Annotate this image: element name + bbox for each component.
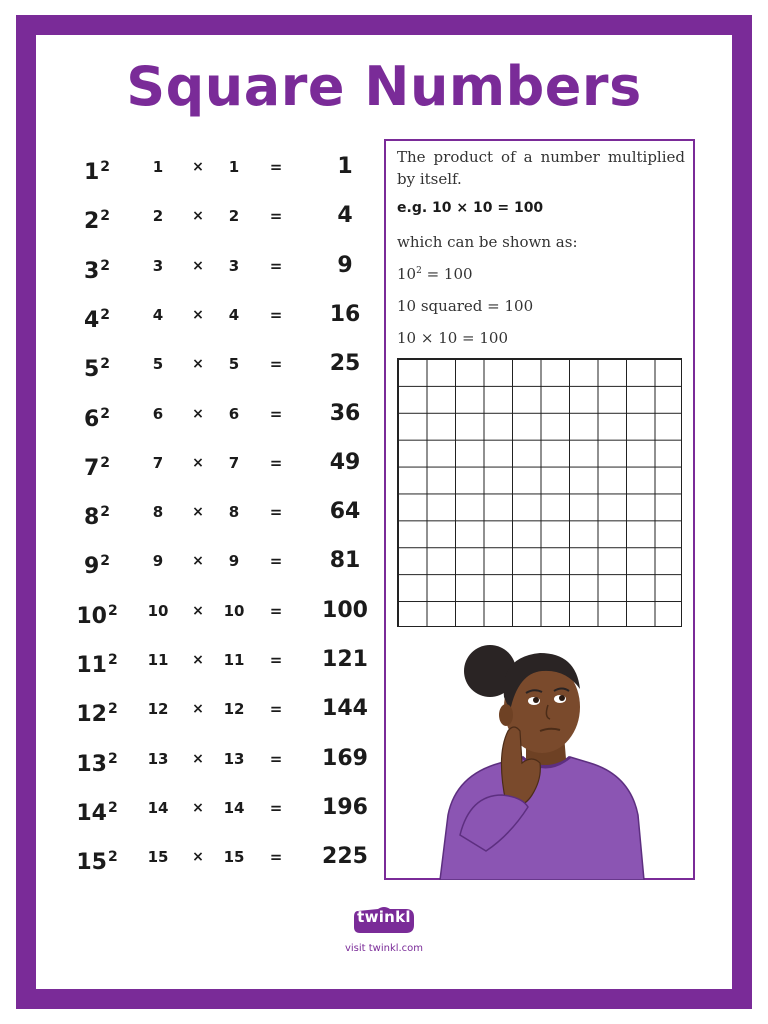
square-base: 11 [76,653,107,678]
times-symbol: × [192,701,204,718]
thinking-girl-illustration [430,635,660,880]
square-notation [60,640,134,686]
square-notation-base: 10 [397,265,417,283]
square-result: 144 [322,696,368,722]
square-exponent: 2 [107,750,118,767]
square-notation [60,788,134,834]
square-base: 10 [76,603,107,629]
times-symbol: × [192,159,204,175]
example-text: e.g. 10 × 10 = 100 [397,200,544,216]
square-row [60,394,380,434]
square-row [60,492,380,532]
equals-symbol: = [269,749,283,768]
square-result: 16 [329,301,361,327]
factor-b: 10 [223,601,245,620]
square-row [60,147,380,187]
square-result: 100 [322,597,368,623]
times-symbol: × [192,306,204,323]
square-row [60,788,380,828]
square-exponent: 2 [100,405,111,422]
factor-a: 4 [152,305,164,324]
square-base: 15 [76,850,107,876]
factor-b: 12 [223,700,245,719]
square-base: 8 [83,505,100,531]
square-notation-result: = 100 [421,265,473,283]
square-notation [60,344,134,390]
square-row [60,295,380,335]
square-base: 7 [83,455,100,481]
factor-a: 1 [152,158,164,176]
equals-symbol: = [269,848,283,867]
factor-a: 3 [152,256,164,275]
square-base: 13 [76,751,107,777]
factor-a: 10 [147,601,169,620]
square-notation [60,295,134,341]
factor-b: 1 [228,158,240,176]
factor-b: 3 [228,256,240,275]
factor-a: 11 [147,651,169,669]
square-notation-exponent: 2 [416,266,422,276]
square-result: 4 [337,203,353,229]
square-notation [60,443,134,489]
factor-a: 2 [152,207,164,226]
square-exponent: 2 [107,701,118,718]
equals-symbol: = [269,503,283,522]
square-exponent: 2 [100,356,111,373]
square-row [60,443,380,483]
factor-b: 8 [228,503,240,522]
square-result: 36 [329,400,361,426]
square-row [60,640,380,680]
square-notation [60,689,134,735]
factor-b: 13 [223,749,245,768]
equals-symbol: = [269,798,283,817]
square-base: 6 [83,406,100,432]
square-notation [60,394,134,440]
times-symbol: × [192,356,204,373]
visit-link[interactable]: visit twinkl.com [344,943,424,954]
square-exponent: 2 [100,306,111,323]
square-base: 3 [83,258,100,284]
square-exponent: 2 [107,602,118,619]
square-result: 81 [329,548,361,574]
square-base: 12 [76,702,107,728]
square-row [60,196,380,236]
factor-b: 4 [228,305,240,324]
factor-b: 9 [228,552,240,571]
factor-b: 6 [228,404,240,423]
square-exponent: 2 [100,257,111,274]
square-result: 196 [322,794,368,820]
equals-symbol: = [269,601,283,620]
square-base: 4 [83,307,100,333]
square-row [60,246,380,286]
factor-a: 6 [152,404,164,423]
square-notation [60,541,134,587]
factor-a: 12 [147,700,169,719]
square-exponent: 2 [107,799,118,816]
square-row [60,344,380,384]
multiplication-text: 10 × 10 = 100 [397,329,509,347]
square-result: 49 [329,449,361,475]
times-symbol: × [192,553,204,570]
factor-b: 2 [228,207,240,226]
page-title: Square Numbers [126,55,642,118]
twinkl-logo-text: twinkl [357,908,411,926]
square-result: 225 [322,844,368,870]
factor-b: 15 [223,848,245,867]
factor-a: 13 [147,749,169,768]
equals-symbol: = [269,700,283,719]
square-notation [60,246,134,292]
definition-text: The product of a number multiplied by itself. [397,148,685,188]
square-base: 5 [83,357,100,383]
factor-b: 7 [228,453,240,472]
equals-symbol: = [269,651,283,669]
square-notation [60,739,134,785]
factor-a: 14 [147,798,169,817]
square-row [60,689,380,729]
times-symbol: × [192,405,204,422]
times-symbol: × [192,454,204,471]
equals-symbol: = [269,207,283,226]
equals-symbol: = [269,305,283,324]
square-exponent: 2 [107,652,118,668]
square-result: 64 [329,499,361,525]
equals-symbol: = [269,552,283,571]
hundred-square-grid [397,358,682,627]
square-result: 169 [322,745,368,771]
square-notation [60,837,134,883]
square-exponent: 2 [100,553,111,570]
factor-a: 8 [152,503,164,522]
square-base: 1 [83,160,100,185]
square-row [60,739,380,779]
square-result: 1 [337,154,353,179]
square-notation [60,196,134,242]
squared-words-text: 10 squared = 100 [397,297,534,315]
square-notation [60,492,134,538]
equals-symbol: = [269,453,283,472]
square-result: 9 [337,252,353,278]
square-exponent: 2 [100,159,111,175]
square-exponent: 2 [100,504,111,521]
equals-symbol: = [269,256,283,275]
square-exponent: 2 [100,208,111,225]
factor-a: 7 [152,453,164,472]
factor-a: 9 [152,552,164,571]
square-exponent: 2 [107,849,118,866]
square-notation [60,147,134,193]
square-result: 121 [322,647,368,672]
times-symbol: × [192,750,204,767]
factor-a: 15 [147,848,169,867]
times-symbol: × [192,257,204,274]
square-row [60,591,380,631]
square-base: 9 [83,554,100,580]
square-notation [60,591,134,637]
factor-b: 14 [223,798,245,817]
times-symbol: × [192,504,204,521]
square-notation-text [397,265,685,283]
equals-symbol: = [269,158,283,176]
factor-b: 11 [223,651,245,669]
times-symbol: × [192,602,204,619]
times-symbol: × [192,652,204,668]
square-row [60,837,380,877]
factor-a: 5 [152,355,164,374]
square-base: 14 [76,800,107,826]
square-exponent: 2 [100,454,111,471]
factor-b: 5 [228,355,240,374]
square-row [60,541,380,581]
times-symbol: × [192,799,204,816]
square-base: 2 [83,209,100,235]
square-result: 25 [329,351,361,377]
shown-as-text: which can be shown as: [397,233,578,251]
times-symbol: × [192,849,204,866]
equals-symbol: = [269,404,283,423]
times-symbol: × [192,208,204,225]
equals-symbol: = [269,355,283,374]
